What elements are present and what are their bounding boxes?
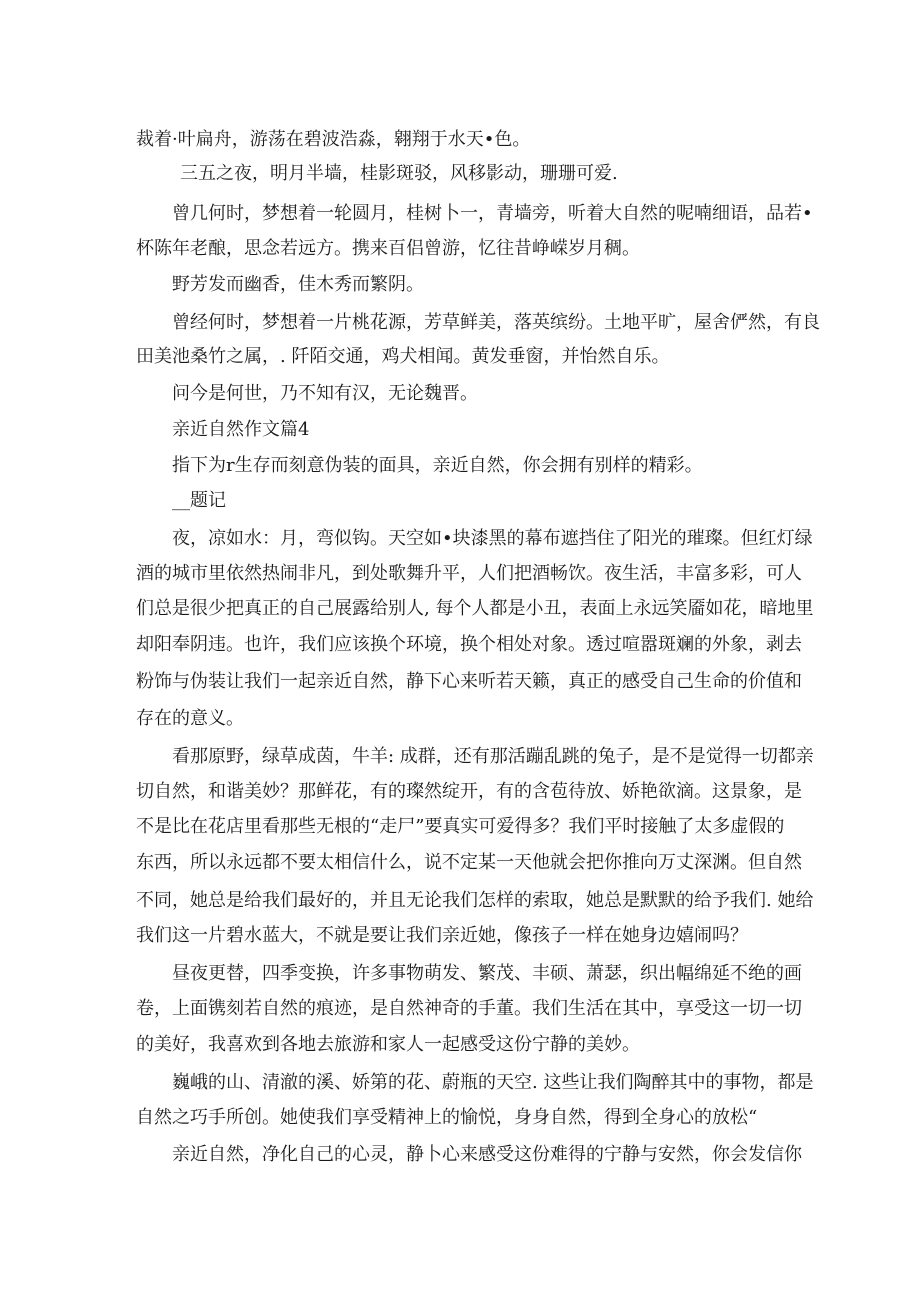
text-line: 裁着·叶扁舟，游荡在碧波浩淼，翱翔于水天•色。 [136,129,531,150]
text-line: 酒的城市里依然热闹非凡，到处歌舞升平，人们把酒畅饮。夜生活，丰富多彩，可人 [136,563,802,584]
text-line: 三五之夜，明月半墙，桂影斑驳，风移影动，珊珊可爱. [180,163,618,184]
text-line: 们总是很少把真正的自己展露给别人, 每个人都是小丑，表面上永远笑靥如花，暗地里 [136,598,814,619]
text-line: 不同，她总是给我们最好的，并且无论我们怎样的索取，她总是默默的给予我们. 她给 [136,890,814,911]
text-line: 我们这一片碧水蓝大，不就是要让我们亲近她，像孩子一样在她身边嬉闹吗？ [136,925,748,946]
text-line: 曾几何时，梦想着一轮圆月，桂树卜一，青墙旁，听着大自然的呢喃细语，品若• [172,203,813,224]
text-line: 问今是何世，乃不知有汉，无论魏晋。 [172,383,478,404]
section-heading: 亲近自然作文篇4 [172,419,310,440]
text-line: 杯陈年老酿，思念若远方。携来百侣曾游，忆往昔峥嵘岁月稠。 [136,238,640,259]
text-line: 粉饰与伪装让我们一起亲近自然，静下心来听若天籁，真正的感受自己生命的价值和 [136,671,802,692]
text-line: 存在的意义。 [136,708,244,729]
text-line: 野芳发而幽香，佳木秀而繁阴。 [172,274,424,295]
text-line: 昼夜更替，四季变换，许多事物萌发、繁茂、丰硕、萧瑟，织出幅绵延不绝的画 [172,963,802,984]
text-line: 却阳奉阴违。也许，我们应该换个环境，换个相处对象。透过喧嚣斑斓的外象，剥去 [136,634,802,655]
text-line: 的美好，我喜欢到各地去旅游和家人一起感受这份宁静的美妙。 [136,1034,640,1055]
text-line: 曾经何时，梦想着一片桃花源，芳草鲜美，落英缤纷。土地平旷，屋舍俨然，有良 [172,312,820,333]
text-line: 东西，所以永远都不要太相信什么，说不定某一天他就会把你推向万丈深渊。但自然 [136,852,802,873]
text-line: 田美池桑竹之属，. 阡陌交通，鸡犬相闻。黄发垂窗，并怡然自乐。 [136,346,670,367]
text-line: 亲近自然，净化自己的心灵，静卜心来感受这份难得的宁静与安然，你会发信你 [172,1144,802,1165]
text-line: 巍峨的山、清澈的溪、娇第的花、蔚瓶的天空. 这些让我们陶醉其中的事物，都是 [172,1072,814,1093]
text-line: 卷，上面镌刻若自然的痕迹，是自然神奇的手董。我们生活在其中，享受这一切一切 [136,998,802,1019]
text-line: 看那原野，绿草成茵，牛羊: 成群，还有那活蹦乱跳的兔子，是不是觉得一切都亲 [172,746,814,767]
text-line: 切自然，和谐美妙？那鲜花，有的璨然绽开，有的含苞待放、娇艳欲滴。这景象，是 [136,781,802,802]
text-line: 指下为r生存而刻意伪装的面具，亲近自然，你会拥有别样的精彩。 [172,455,703,476]
epigraph: __题记 [172,490,226,511]
text-line: 不是比在花店里看那些无根的“走尸”要真实可爱得多？我们平时接触了太多虚假的 [136,816,785,837]
text-line: 自然之巧手所创。她使我们享受精神上的愉悦，身身自然，得到全身心的放松“ [136,1107,758,1128]
text-line: 夜，凉如水：月，弯似钩。天空如•块漆黑的幕布遮挡住了阳光的璀璨。但红灯绿 [172,528,813,549]
